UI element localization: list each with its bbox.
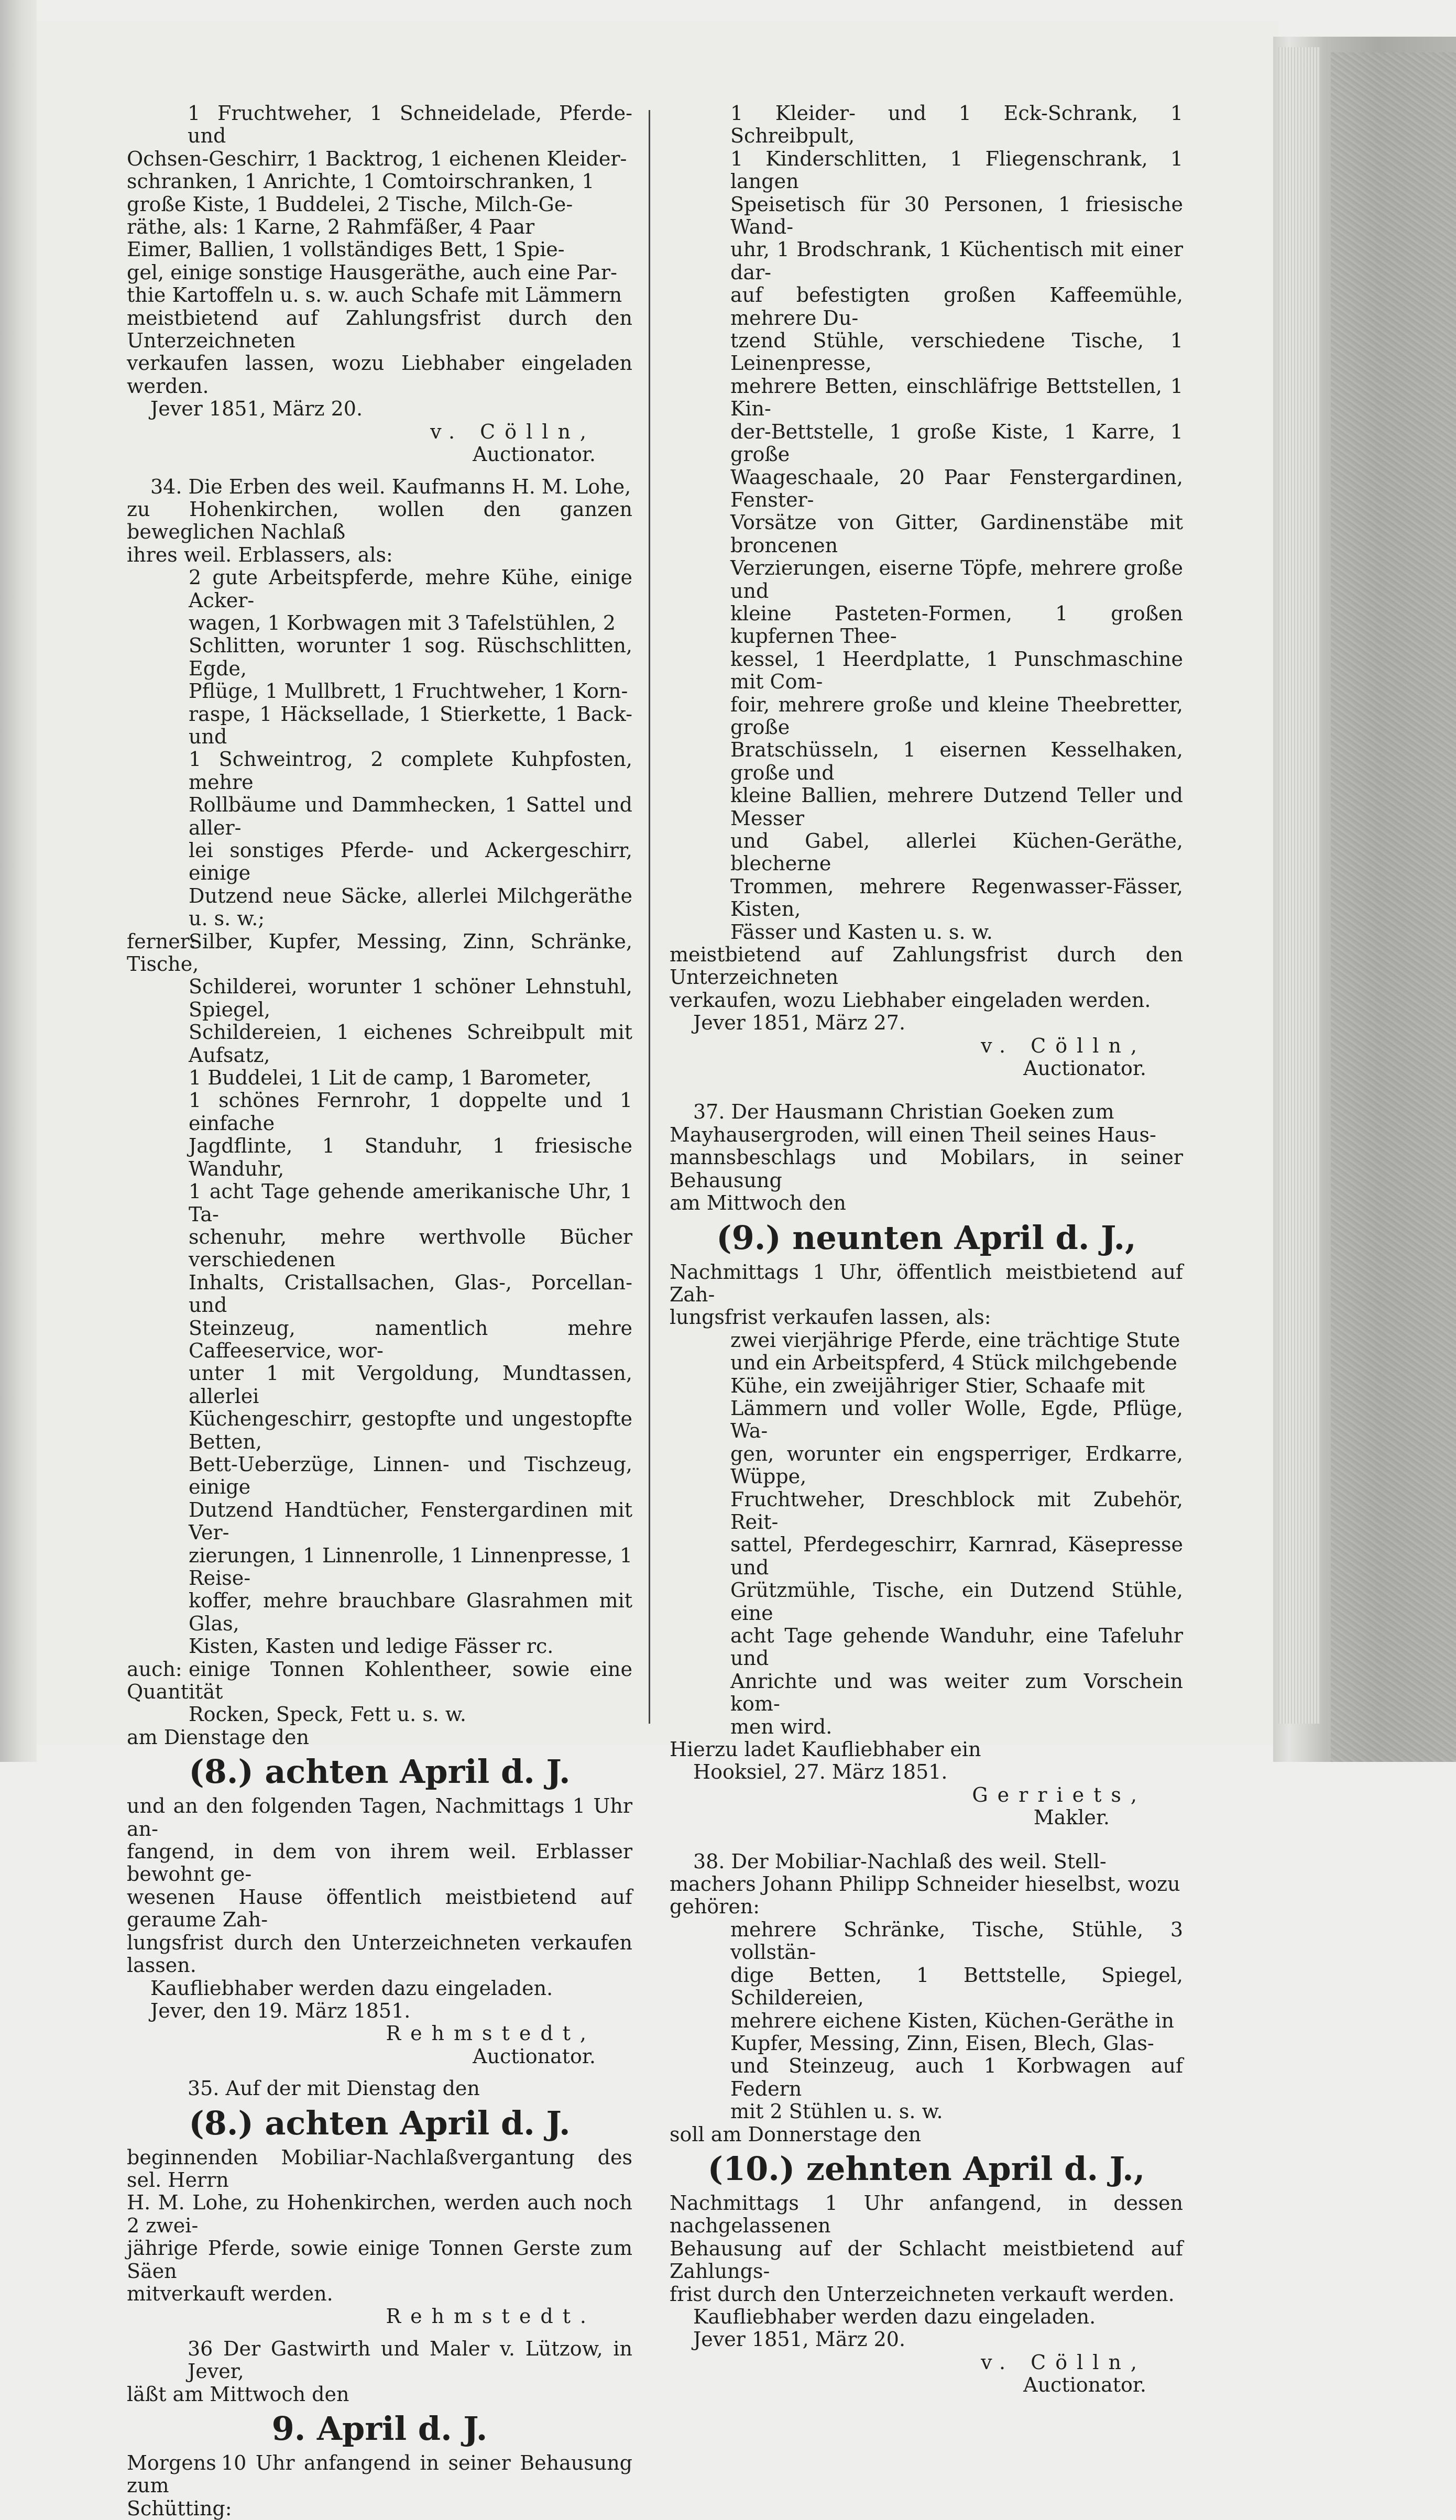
text-line: wesenen Hause öffentlich meistbietend auf geraume Zah- (127, 1885, 632, 1932)
text-line: frist durch den Unterzeichneten verkauft werden. (670, 2282, 1175, 2306)
list-line: 1 Kinderschlitten, 1 Fliegenschrank, 1 langen (730, 147, 1183, 193)
list-line: mit 2 Stühlen u. s. w. (730, 2100, 943, 2123)
list-line (127, 1658, 632, 1704)
list-line: Speisetisch für 30 Personen, 1 friesische Wand- (730, 192, 1183, 239)
right-column (670, 102, 1183, 2397)
text-line: ihres weil. Erblassers, als: (127, 543, 393, 566)
list-line: Bett-Ueberzüge, Linnen- und Tischzeug, einige (189, 1452, 632, 1499)
signature-name: v. Cölln, (981, 2350, 1146, 2374)
text-line: Behausung auf der Schlacht meistbietend auf Zahlungs- (670, 2237, 1183, 2283)
text-line: thie Kartoffeln u. s. w. auch Schafe mit Lämmern (127, 283, 622, 307)
text-line: jährige Pferde, sowie einige Tonnen Gerste zum Säen (127, 2237, 632, 2283)
text-line: Nachmittags 1 Uhr anfangend, in dessen nachgelassenen (670, 2191, 1183, 2238)
text-line: Nachmittags 1 Uhr, öffentlich meistbietend auf Zah- (670, 1260, 1183, 1306)
list-line: der-Bettstelle, 1 große Kiste, 1 Karre, 1 große (730, 420, 1183, 466)
text-line: meistbietend auf Zahlungsfrist durch den Unterzeichneten (670, 943, 1183, 989)
item-34-ferner (127, 930, 632, 1658)
item-36-heading: 36 Der Gastwirth und Maler v. Lützow, in Jever, (188, 2337, 632, 2383)
column-divider (649, 110, 650, 1724)
text-line: mannsbeschlags und Mobilars, in seiner Behausung (670, 1146, 1183, 1192)
list-line: Verzierungen, eiserne Töpfe, mehrere große und (730, 556, 1183, 602)
list-line: dige Betten, 1 Bettstelle, Spiegel, Schildereien, (730, 1963, 1183, 2010)
list-line: zwei vierjährige Pferde, eine trächtige Stute (730, 1328, 1180, 1352)
list-line: mehrere Betten, einschläfrige Bettstellen, 1 Kin- (730, 374, 1183, 421)
notice-date: Jever 1851, März 20. (150, 397, 363, 421)
list-line: Kupfer, Messing, Zinn, Eisen, Blech, Glas- (730, 2031, 1154, 2055)
list-line: Vorsätze von Gitter, Gardinenstäbe mit broncenen (730, 511, 1183, 557)
invitation-line: Hierzu ladet Kaufliebhaber ein (670, 1738, 981, 1761)
list-line: sattel, Pferdegeschirr, Karnrad, Käsepresse und (730, 1533, 1183, 1579)
list-line: gen, worunter ein engsperriger, Erdkarre, Wüppe, (730, 1442, 1183, 1488)
notice-date: Jever 1851, März 20. (693, 2328, 906, 2351)
signature-title: Makler. (1033, 1806, 1110, 1829)
list-line: Anrichte und was weiter zum Vorschein kom- (730, 1669, 1183, 1716)
invitation-line: Kaufliebhaber werden dazu eingeladen. (150, 1976, 553, 2000)
list-line: auf befestigten großen Kaffeemühle, mehrere Du- (730, 283, 1183, 330)
text-line: verkaufen, wozu Liebhaber eingeladen werden. (670, 988, 1151, 1012)
list-line: Schilderei, worunter 1 schöner Lehnstuhl, Spiegel, (189, 975, 632, 1021)
text-line: große Kiste, 1 Buddelei, 2 Tische, Milch-Ge- (127, 192, 573, 216)
list-line: Kisten, Kasten und ledige Fässer rc. (189, 1635, 554, 1658)
list-line: 1 acht Tage gehende amerikanische Uhr, 1 Ta- (189, 1180, 632, 1226)
notice-date: Hooksiel, 27. März 1851. (693, 1760, 948, 1784)
text-line: H. M. Lohe, zu Hohenkirchen, werden auch noch 2 zwei- (127, 2191, 632, 2237)
signature-title: Auctionator. (473, 443, 596, 466)
book-cover-edge (1331, 52, 1456, 1762)
text-line: Ochsen-Geschirr, 1 Backtrog, 1 eichenen Kleider- (127, 147, 627, 170)
item-37-list (670, 1329, 1183, 1738)
list-line: Waageschaale, 20 Paar Fenstergardinen, Fenster- (730, 465, 1183, 511)
book-gutter-left (0, 0, 37, 1762)
list-line-text: einige Tonnen Kohlentheer, sowie eine Quantität (127, 1657, 632, 1704)
text-line: räthe, als: 1 Karne, 2 Rahmfäßer, 4 Paar (127, 215, 535, 239)
text-line: machers Johann Philipp Schneider hieselbst, wozu (670, 1872, 1180, 1896)
item-34-heading: 34. Die Erben des weil. Kaufmanns H. M. Lohe, (150, 475, 631, 498)
signature-name: Gerriets, (972, 1783, 1146, 1806)
list-line: 1 Schweintrog, 2 complete Kuhpfosten, mehre (189, 748, 632, 794)
list-line: foir, mehrere große und kleine Theebretter, große (730, 693, 1183, 739)
list-line: Rollbäume und Dammhecken, 1 Sattel und aller- (189, 793, 632, 839)
list-line: Fruchtweher, Dreschblock mit Zubehör, Reit- (730, 1487, 1183, 1533)
auction-date-heading: (8.) achten April d. J. (189, 2103, 571, 2142)
list-line: kessel, 1 Heerdplatte, 1 Punschmaschine mit Com- (730, 647, 1183, 694)
text-line: und an den folgenden Tagen, Nachmittags 1 Uhr an- (127, 1794, 632, 1840)
text-line: verkaufen lassen, wozu Liebhaber eingeladen werden. (127, 352, 632, 398)
list-line: 1 schönes Fernrohr, 1 doppelte und 1 einfache (189, 1089, 632, 1135)
list-line: zierungen, 1 Linnenrolle, 1 Linnenpresse, 1 Reise- (189, 1543, 632, 1590)
auction-date-heading: (10.) zehnten April d. J., (707, 2149, 1145, 2188)
text-line: läßt am Mittwoch den (127, 2382, 349, 2406)
text-line: Eimer, Ballien, 1 vollständiges Bett, 1 Spie- (127, 238, 565, 261)
signature-name: v. Cölln, (981, 1034, 1146, 1057)
list-line: 1 Kleider- und 1 Eck-Schrank, 1 Schreibpult, (730, 102, 1183, 148)
notice-block-1 (127, 102, 632, 148)
list-line: mehrere eichene Kisten, Küchen-Geräthe in (730, 2009, 1174, 2032)
list-line: Grützmühle, Tische, ein Dutzend Stühle, eine (730, 1579, 1183, 1625)
text-line: Mayhausergroden, will einen Theil seines Haus- (670, 1123, 1156, 1146)
list-line: Schlitten, worunter 1 sog. Rüschschlitten, Egde, (189, 634, 632, 680)
list-line (127, 930, 632, 976)
list-line: tzend Stühle, verschiedene Tische, 1 Leinenpresse, (730, 329, 1183, 375)
text-line: am Mittwoch den (670, 1191, 846, 1215)
list-line: lei sonstiges Pferde- und Ackergeschirr, einige (189, 839, 632, 885)
list-line: und Steinzeug, auch 1 Korbwagen auf Federn (730, 2054, 1183, 2100)
signature-name: Rehmstedt. (386, 2305, 596, 2328)
left-column (127, 102, 632, 2520)
list-line: koffer, mehre brauchbare Glasrahmen mit Glas, (189, 1589, 632, 1635)
list-line: kleine Pasteten-Formen, 1 großen kupfernen Thee- (730, 601, 1183, 648)
item-34-auch (127, 1658, 632, 1726)
list-line: Steinzeug, namentlich mehre Caffeeservice, wor- (189, 1316, 632, 1362)
text-line: lungsfrist verkaufen lassen, als: (670, 1306, 991, 1329)
list-line: uhr, 1 Brodschrank, 1 Küchentisch mit einer dar- (730, 238, 1183, 284)
signature-title: Auctionator. (473, 2044, 596, 2068)
text-line: beginnenden Mobiliar-Nachlaßvergantung des sel. Herrn (127, 2145, 632, 2192)
item-34-list (127, 566, 632, 930)
list-line: Jagdflinte, 1 Standuhr, 1 friesische Wanduhr, (189, 1134, 632, 1180)
signature-title: Auctionator. (1023, 2373, 1146, 2397)
list-line: Bratschüsseln, 1 eisernen Kesselhaken, große und (730, 738, 1183, 784)
list-line: 2 gute Arbeitspferde, mehre Kühe, einige Acker- (189, 566, 632, 612)
text-line: 1 Fruchtweher, 1 Schneidelade, Pferde- und (188, 102, 632, 148)
text-line: fangend, in dem von ihrem weil. Erblasser bewohnt ge- (127, 1840, 632, 1886)
list-line: unter 1 mit Vergoldung, Mundtassen, allerlei (189, 1362, 632, 1408)
ferner-label: ferner: (127, 929, 196, 953)
list-line: acht Tage gehende Wanduhr, eine Tafeluhr und (730, 1624, 1183, 1670)
list-line: schenuhr, mehre werthvolle Bücher verschiedenen (189, 1225, 632, 1272)
notice-date: Jever 1851, März 27. (693, 1011, 906, 1035)
notice-date: Jever, den 19. März 1851. (150, 1999, 411, 2022)
item-35-heading: 35. Auf der mit Dienstag den (188, 2077, 480, 2100)
list-line: mehrere Schränke, Tische, Stühle, 3 vollstän- (730, 1918, 1183, 1964)
list-line: Küchengeschirr, gestopfte und ungestopfte Betten, (189, 1407, 632, 1453)
text-line-text: 10 Uhr anfangend in seiner Behausung zum (127, 2451, 632, 2497)
list-line: Fässer und Kasten u. s. w. (730, 920, 993, 944)
auction-date-heading: (8.) achten April d. J. (189, 1752, 571, 1791)
list-line: 1 Buddelei, 1 Lit de camp, 1 Barometer, (189, 1066, 592, 1090)
list-line: und ein Arbeitspferd, 4 Stück milchgebende (730, 1351, 1177, 1375)
list-line: Kühe, ein zweijähriger Stier, Schaafe mit (730, 1374, 1145, 1397)
day-line: soll am Donnerstage den (670, 2122, 922, 2146)
day-line: am Dienstage den (127, 1725, 309, 1749)
list-line: raspe, 1 Häcksellade, 1 Stierkette, 1 Back- und (189, 702, 632, 748)
text-line: gel, einige sonstige Hausgeräthe, auch eine Par- (127, 260, 617, 284)
auch-label: auch: (127, 1657, 182, 1681)
list-line-text: Silber, Kupfer, Messing, Zinn, Schränke, Tische, (127, 929, 632, 976)
text-line: mitverkauft werden. (127, 2282, 333, 2305)
signature-title: Auctionator. (1023, 1057, 1146, 1080)
notice-block-right-1 (670, 102, 1183, 944)
text-line: zu Hohenkirchen, wollen den ganzen beweglichen Nachlaß (127, 497, 632, 544)
auction-date-heading: 9. April d. J. (271, 2409, 488, 2448)
signature-name: v. Cölln, (430, 420, 596, 443)
list-line: men wird. (730, 1715, 833, 1738)
text-line: Schütting: (127, 2496, 232, 2520)
list-line: Schildereien, 1 eichenes Schreibpult mit Aufsatz, (189, 1021, 632, 1067)
text-line: meistbietend auf Zahlungsfrist durch den Unterzeichneten (127, 306, 632, 353)
list-line: kleine Ballien, mehrere Dutzend Teller und Messer (730, 784, 1183, 830)
text-line (127, 2452, 632, 2497)
list-line: Rocken, Speck, Fett u. s. w. (189, 1703, 467, 1726)
text-line: gehören: (670, 1895, 760, 1919)
auction-date-heading: (9.) neunten April d. J., (716, 1218, 1136, 1257)
page-edges (1278, 47, 1320, 1724)
list-line: und Gabel, allerlei Küchen-Geräthe, blecherne (730, 829, 1183, 875)
text-line: lungsfrist durch den Unterzeichneten verkaufen lassen. (127, 1931, 632, 1977)
list-line: wagen, 1 Korbwagen mit 3 Tafelstühlen, 2 (189, 611, 616, 634)
text-line: schranken, 1 Anrichte, 1 Comtoirschranken, 1 (127, 170, 595, 193)
signature-name: Rehmstedt, (386, 2022, 596, 2045)
item-38-heading: 38. Der Mobiliar-Nachlaß des weil. Stell- (693, 1849, 1107, 1873)
list-line: Lämmern und voller Wolle, Egde, Pflüge, Wa- (730, 1396, 1183, 1443)
list-line: Dutzend Handtücher, Fenstergardinen mit Ver- (189, 1498, 632, 1544)
item-37-heading: 37. Der Hausmann Christian Goeken zum (693, 1100, 1114, 1124)
invitation-line: Kaufliebhaber werden dazu eingeladen. (693, 2305, 1096, 2328)
list-line: Inhalts, Cristallsachen, Glas-, Porcellan- und (189, 1270, 632, 1317)
list-line: Trommen, mehrere Regenwasser-Fässer, Kisten, (730, 874, 1183, 921)
list-line: Pflüge, 1 Mullbrett, 1 Fruchtweher, 1 Korn- (189, 680, 628, 703)
list-line: Dutzend neue Säcke, allerlei Milchgeräthe u. s. w.; (189, 884, 632, 930)
morgens-label: Morgens (127, 2451, 216, 2474)
item-38-list (670, 1919, 1183, 2123)
